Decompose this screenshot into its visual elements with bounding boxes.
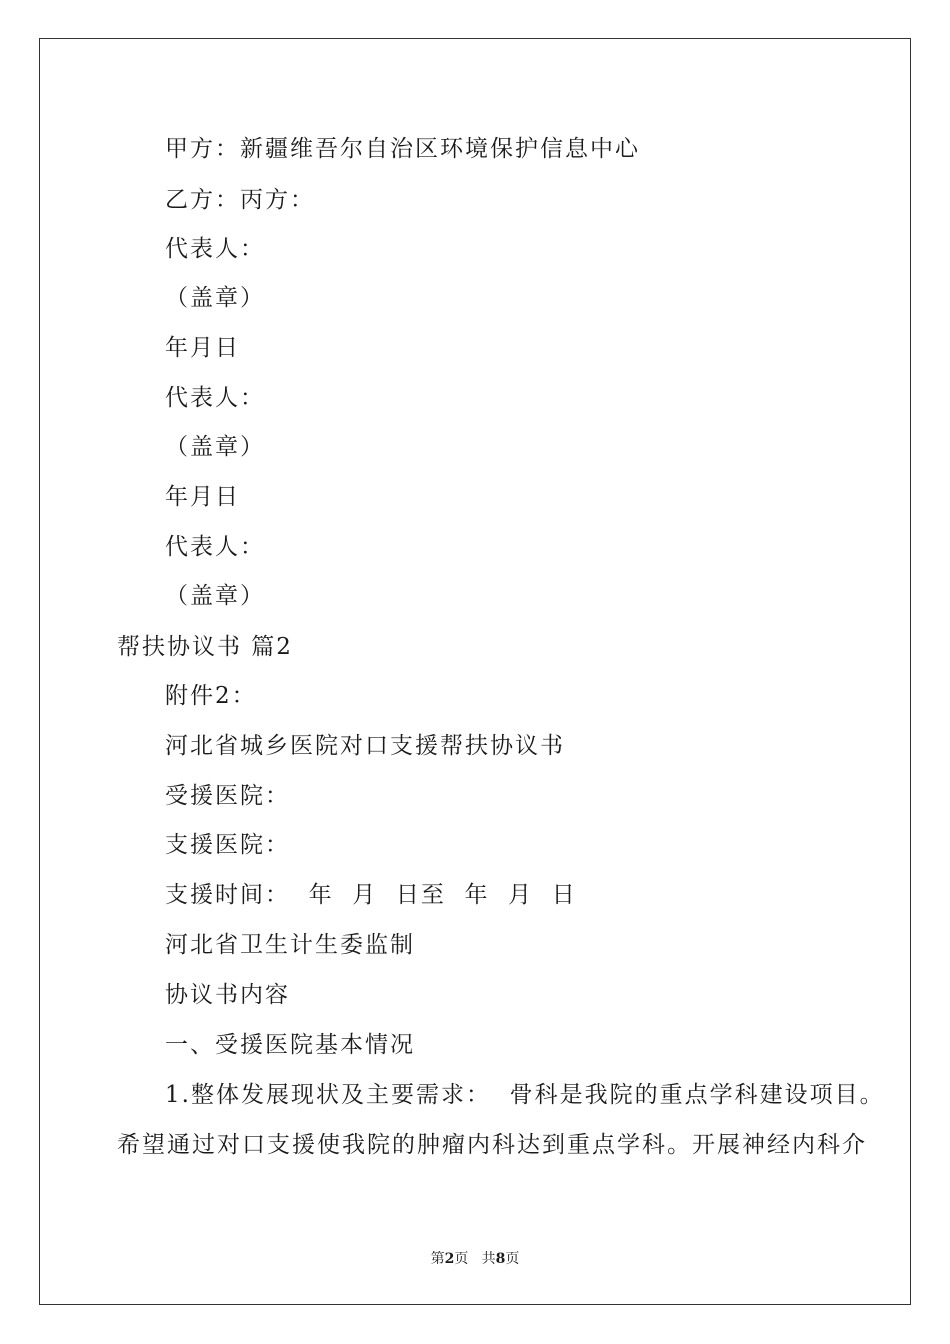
seal-line-2: （盖章）: [165, 434, 265, 460]
recipient-hospital-line: 受援医院：: [165, 783, 290, 809]
seal-line-3: （盖章）: [165, 583, 265, 609]
footer-page-suffix: 页: [454, 1251, 469, 1267]
agreement-content-heading: 协议书内容: [165, 982, 290, 1008]
party-a-line: 甲方：新疆维吾尔自治区环境保护信息中心: [165, 136, 640, 162]
page-border: [39, 38, 911, 1305]
date-line-2: 年月日: [165, 484, 240, 510]
footer-page-number: 2: [444, 1251, 455, 1267]
supporting-hospital-line: 支援医院：: [165, 832, 290, 858]
footer-page-prefix: 第: [430, 1251, 445, 1267]
party-b-c-line: 乙方：丙方：: [165, 187, 315, 213]
basic-info-heading: 一、受援医院基本情况: [165, 1032, 415, 1058]
support-period-line: 支援时间： 年 月 日至 年 月 日: [165, 882, 577, 908]
paragraph-line-1: 1.整体发展现状及主要需求： 骨科是我院的重点学科建设项目。: [165, 1082, 885, 1108]
paragraph-line-2: 希望通过对口支援使我院的肿瘤内科达到重点学科。开展神经内科介: [117, 1132, 867, 1158]
agreement-title: 河北省城乡医院对口支援帮扶协议书: [165, 733, 565, 759]
date-line-1: 年月日: [165, 335, 240, 361]
section-heading: 帮扶协议书 篇2: [117, 634, 293, 660]
footer-total-prefix: 共: [481, 1251, 496, 1267]
representative-line-3: 代表人：: [165, 534, 265, 560]
representative-line-2: 代表人：: [165, 385, 265, 411]
attachment-label: 附件2：: [165, 683, 257, 709]
footer-total-suffix: 页: [505, 1251, 520, 1267]
supervisor-line: 河北省卫生计生委监制: [165, 932, 415, 958]
seal-line-1: （盖章）: [165, 285, 265, 311]
footer-total-pages: 8: [495, 1251, 506, 1267]
representative-line-1: 代表人：: [165, 236, 265, 262]
page-footer: [0, 1248, 950, 1268]
